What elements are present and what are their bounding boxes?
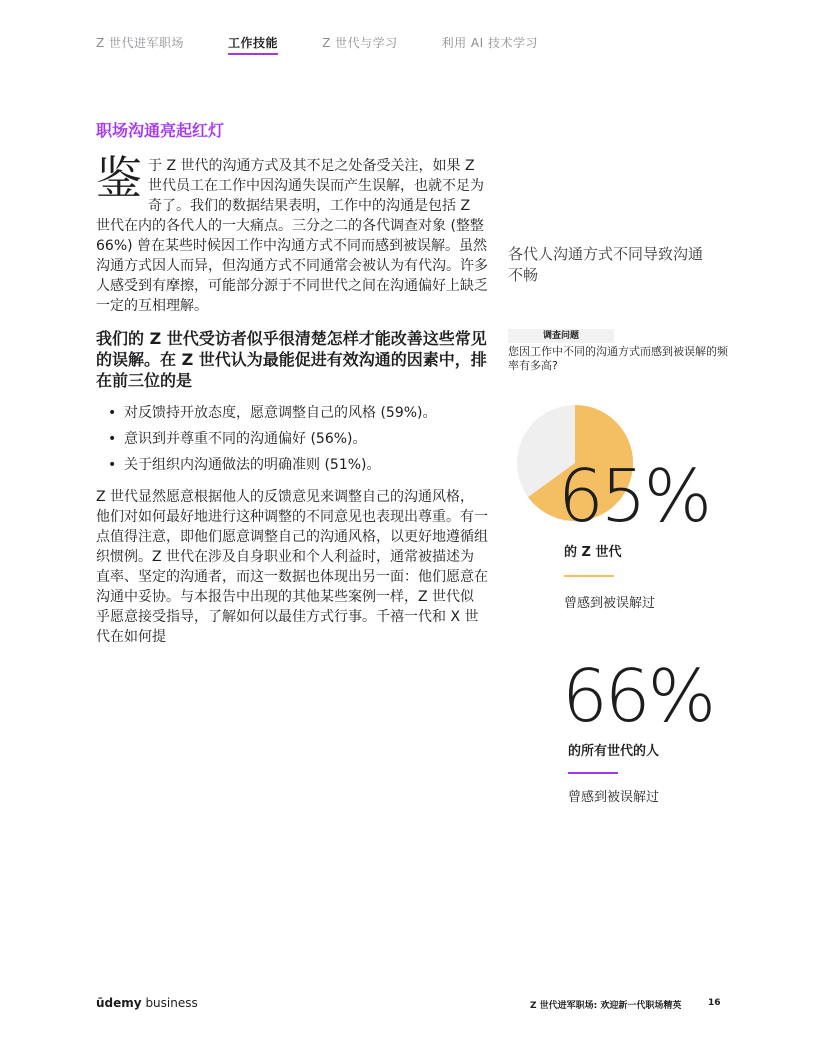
- survey-question: 您因工作中不同的沟通方式而感到被误解的频率有多高?: [508, 345, 728, 372]
- sidebar-heading: 各代人沟通方式不同导致沟通不畅: [508, 245, 704, 284]
- nav-item-ai-learning[interactable]: 利用 AI 技术学习: [441, 36, 538, 50]
- stat-gen-z-value: 65%: [558, 454, 710, 538]
- survey-tag: 调查问题: [508, 329, 614, 343]
- body-paragraph: Z 世代显然愿意根据他人的反馈意见来调整自己的沟通风格，他们对如何最好地进行这种调整的不同意见也表现出尊重。有一点值得注意，即他们愿意调整自己的沟通风格，以更好地遵循组织惯例。Z 世代在涉及自身职业和个人利益时，通常被描述为直率、坚定的沟通者，而这一数据也体现出另一面：他们愿意在沟通中妥协。与本报告中出现的其他某些案例一样，Z 世代似乎愿意接受指导，了解如何以最佳方式行事。千禧一代和 X 世代在如何提: [96, 489, 488, 645]
- main-column: [96, 151, 488, 647]
- stat-all-gen-label: 的所有世代的人: [568, 744, 660, 759]
- udemy-business-logo: [96, 996, 198, 1010]
- top-nav: [96, 34, 582, 55]
- list-item: • 关于组织内沟通做法的明确准则 (51%)。: [96, 455, 488, 475]
- list-item: • 意识到并尊重不同的沟通偏好 (56%)。: [96, 429, 488, 449]
- nav-item-gen-z-learning[interactable]: Z 世代与学习: [322, 36, 398, 50]
- page-number: 16: [708, 998, 721, 1008]
- stat-gen-z-divider: [564, 575, 614, 577]
- intro-paragraph: [96, 151, 488, 316]
- stat-gen-z-sub: 曾感到被误解过: [564, 596, 656, 611]
- list-item: • 对反馈持开放态度，愿意调整自己的风格 (59%)。: [96, 403, 488, 423]
- stat-gen-z-label: 的 Z 世代: [564, 545, 622, 560]
- factors-list: [96, 403, 488, 475]
- footer-title: Z 世代进军职场: 欢迎新一代职场精英: [530, 1001, 682, 1011]
- intro-text: 于 Z 世代的沟通方式及其不足之处备受关注，如果 Z 世代员工在工作中因沟通失误而产生误解，也就不足为奇了。我们的数据结果表明，工作中的沟通是包括 Z 世代在内的各代人的一大痛点。三分之二的各代调查对象 (整整 66%) 曾在某些时候因工作中沟通方式不同而感到被误解。虽然沟通方式因人而异，但沟通方式不同通常会被认为有代沟。许多人感受到有摩擦，可能部分源于不同世代之间在沟通偏好上缺乏一定的互相理解。: [96, 158, 488, 314]
- drop-cap: 鉴: [96, 151, 142, 205]
- nav-item-gen-z-workplace[interactable]: Z 世代进军职场: [96, 36, 185, 50]
- logo-suffix: business: [145, 996, 198, 1010]
- section-title: 职场沟通亮起红灯: [96, 121, 225, 140]
- stat-all-gen-value: 66%: [562, 654, 714, 738]
- nav-item-work-skills[interactable]: 工作技能: [228, 34, 278, 55]
- stat-all-gen-divider: [568, 772, 618, 774]
- stat-all-gen-sub: 曾感到被误解过: [568, 790, 660, 805]
- lead-paragraph: 我们的 Z 世代受访者似乎很清楚怎样才能改善这些常见的误解。在 Z 世代认为最能促进有效沟通的因素中，排在前三位的是: [96, 329, 487, 390]
- logo-brand: ūdemy: [96, 996, 142, 1010]
